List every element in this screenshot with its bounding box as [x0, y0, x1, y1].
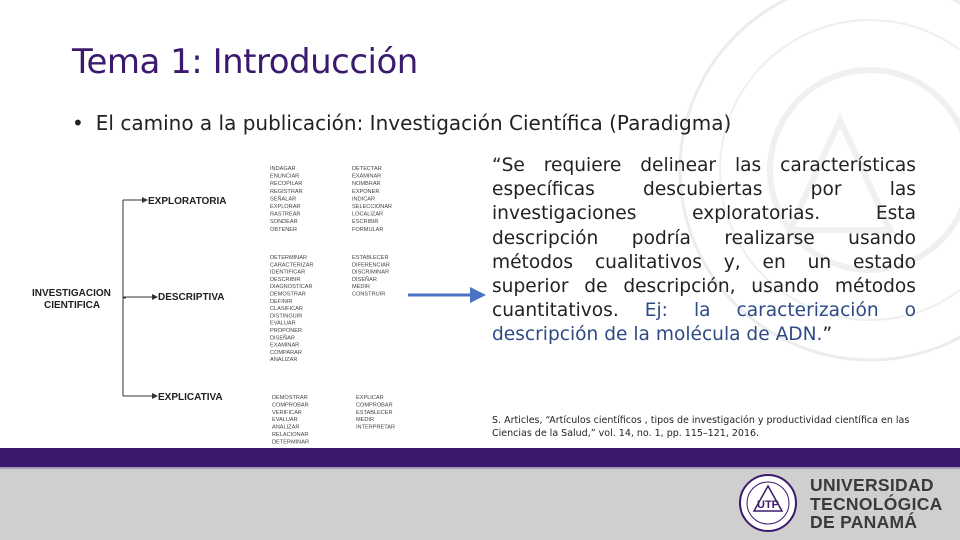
verb-diagnosticar: DIAGNOSTICAR: [270, 284, 313, 291]
verb-verificar: VERIFICAR: [272, 409, 302, 416]
verb-relacionar: RELACIONAR: [272, 432, 309, 438]
right-arrow-icon: [406, 283, 488, 307]
verb-evaluar: EVALUAR: [270, 320, 296, 327]
verb-discriminar: DISCRIMINAR: [352, 269, 389, 276]
slide-title: Tema 1: Introducción: [72, 42, 418, 82]
verb-comprobar: COMPROBAR: [356, 402, 393, 409]
verb-escribir: ESCRIBIR: [352, 219, 379, 226]
verb-recopilar: RECOPILAR: [270, 181, 303, 188]
verb-examinar: EXAMINAR: [352, 173, 382, 180]
verb-demostrar: DEMOSTRAR: [270, 291, 306, 298]
verb-lists: [270, 166, 395, 445]
footer-band: [0, 448, 960, 467]
verb-rastrear: RASTREAR: [270, 211, 301, 218]
verb-detectar: DETECTAR: [352, 166, 382, 172]
verb-diferenciar: DIFERENCIAR: [352, 262, 390, 269]
bullet-marker: •: [72, 111, 84, 135]
verb-caracterizar: CARACTERIZAR: [270, 262, 314, 269]
verb-describir: DESCRIBIR: [270, 276, 301, 283]
verb-diseñar: DISEÑAR: [270, 335, 295, 342]
university-name-logo: [810, 476, 943, 532]
verb-diseñar: DISEÑAR: [352, 276, 377, 283]
verb-señalar: SEÑALAR: [270, 196, 297, 203]
category-exploratoria: EXPLORATORIA: [148, 196, 227, 207]
university-seal-logo: [738, 473, 798, 533]
verb-medir: MEDIR: [352, 284, 371, 291]
verb-establecer: ESTABLECER: [356, 409, 393, 416]
diagram-connectors: [123, 197, 158, 399]
verb-explicar: EXPLICAR: [356, 395, 384, 401]
verb-sondear: SONDEAR: [270, 219, 298, 226]
logo-line-2: TECNOLÓGICA: [810, 493, 943, 514]
logo-line-1: UNIVERSIDAD: [810, 475, 934, 495]
verb-determinar: DETERMINAR: [272, 439, 309, 445]
verb-evaluar: EVALUAR: [272, 417, 298, 424]
diagram-root-line-2: CIENTIFICA: [44, 300, 101, 311]
verb-comprobar: COMPROBAR: [272, 402, 309, 409]
verb-interpretar: INTERPRETAR: [356, 424, 396, 431]
verb-identificar: IDENTIFICAR: [270, 269, 306, 276]
verb-medir: MEDIR: [356, 417, 375, 424]
verb-determinar: DETERMINAR: [270, 255, 307, 261]
quote-example-text: Ej: la caracterización o descripción de la molécula de ADN.: [492, 300, 916, 346]
verb-proponer: PROPONER: [270, 328, 303, 334]
verb-distinguir: DISTINGUIR: [270, 313, 303, 320]
seal-text: UTP: [757, 499, 779, 511]
quote-closing-mark: ”: [822, 324, 833, 346]
quote-paragraph: [492, 154, 916, 348]
verb-indicar: INDICAR: [352, 196, 375, 203]
verb-definir: DEFINIR: [270, 298, 293, 305]
verb-obtener: OBTENER: [270, 226, 298, 233]
research-types-diagram: [30, 160, 430, 445]
verb-construir: CONSTRUIR: [352, 291, 386, 298]
category-explicativa: EXPLICATIVA: [158, 392, 223, 403]
verb-examinar: EXAMINAR: [270, 342, 300, 349]
verb-exponer: EXPONER: [352, 188, 380, 195]
verb-clasificar: CLASIFICAR: [270, 306, 303, 313]
reference-citation: S. Articles, “Artículos científicos , tipos de investigación y productividad científica en las Ciencias de la Salud,” vol. 14, no. 1, pp. 115–121, 2016.: [492, 415, 910, 439]
diagram-root-line-1: INVESTIGACION: [32, 288, 111, 299]
verb-localizar: LOCALIZAR: [352, 211, 384, 218]
bullet-text: El camino a la publicación: Investigación Científica (Paradigma): [95, 111, 732, 135]
verb-comparar: COMPARAR: [270, 349, 302, 356]
verb-establecer: ESTABLECER: [352, 255, 389, 261]
verb-formular: FORMULAR: [352, 226, 384, 233]
verb-nombrar: NOMBRAR: [352, 181, 381, 188]
verb-analizar: ANALIZAR: [270, 357, 298, 364]
verb-enunciar: ENUNCIAR: [270, 173, 300, 180]
category-descriptiva: DESCRIPTIVA: [158, 292, 225, 303]
bullet-point: [72, 111, 731, 135]
verb-analizar: ANALIZAR: [272, 424, 300, 431]
logo-line-3: DE PANAMÁ: [810, 512, 918, 532]
quote-main-text: “Se requiere delinear las características específicas descubiertas por las investigaciones exploratorias. Esta descripción podría realizarse usando métodos cualitativos y, en un estado superior de descripción, usando métodos cuantitativos.: [492, 155, 916, 322]
verb-indagar: INDAGAR: [270, 166, 296, 172]
verb-explorar: EXPLORAR: [270, 204, 301, 210]
verb-seleccionar: SELECCIONAR: [352, 204, 393, 210]
verb-registrar: REGISTRAR: [270, 188, 303, 195]
verb-demostrar: DEMOSTRAR: [272, 395, 308, 401]
